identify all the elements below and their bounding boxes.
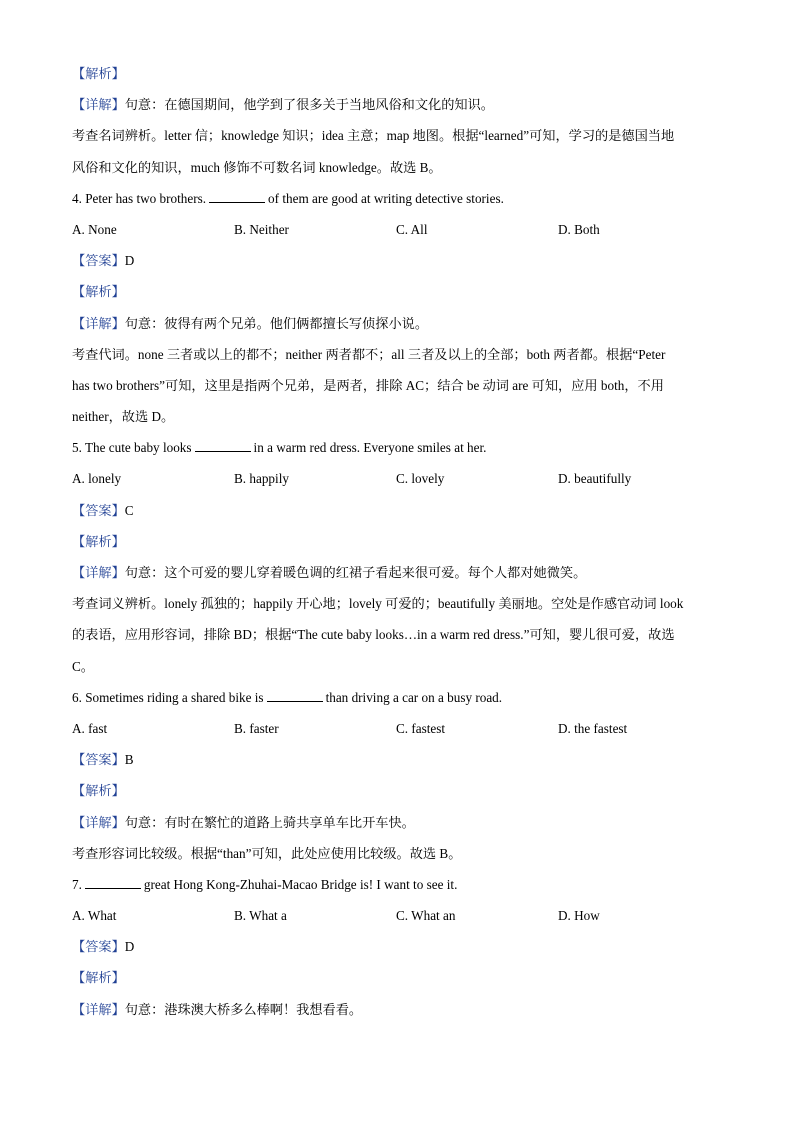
explanation-line: 风俗和文化的知识，much 修饰不可数名词 knowledge。故选 B。 bbox=[72, 159, 442, 175]
option-c: C. fastest bbox=[396, 720, 446, 736]
options-row-7 bbox=[72, 900, 724, 931]
option-d: D. the fastest bbox=[558, 720, 628, 736]
answer-line: 【答案】D bbox=[72, 939, 135, 955]
document-page bbox=[72, 58, 724, 1025]
detail-line: 【详解】句意：在德国期间，他学到了很多关于当地风俗和文化的知识。 bbox=[72, 97, 494, 113]
option-c: C. What an bbox=[396, 908, 456, 924]
answer-line: 【答案】C bbox=[72, 502, 134, 518]
options-row-4 bbox=[72, 214, 724, 245]
options-row-5 bbox=[72, 463, 724, 494]
options-row-6 bbox=[72, 713, 724, 744]
explanation-line: 考查词义辨析。lonely 孤独的；happily 开心地；lovely 可爱的；beautifully 美丽地。空处是作感官动词 look bbox=[72, 596, 684, 612]
answer-blank bbox=[85, 874, 141, 889]
option-a: A. None bbox=[72, 221, 117, 237]
answer-blank bbox=[195, 437, 251, 452]
question-stem-6: 6. Sometimes riding a shared bike is than driving a car on a busy road. bbox=[72, 682, 724, 713]
option-b: B. happily bbox=[234, 471, 289, 487]
answer-blank bbox=[209, 188, 265, 203]
explanation-line: 考查形容词比较级。根据“than”可知，此处应使用比较级。故选 B。 bbox=[72, 845, 462, 861]
option-d: D. Both bbox=[558, 221, 600, 237]
option-d: D. beautifully bbox=[558, 471, 632, 487]
option-b: B. faster bbox=[234, 720, 279, 736]
analysis-heading: 【解析】 bbox=[72, 783, 125, 799]
question-stem-4: 4. Peter has two brothers. of them are good at writing detective stories. bbox=[72, 183, 724, 214]
question-stem-5: 5. The cute baby looks in a warm red dress. Everyone smiles at her. bbox=[72, 432, 724, 463]
answer-blank bbox=[267, 687, 323, 702]
option-a: A. lonely bbox=[72, 471, 122, 487]
analysis-heading: 【解析】 bbox=[72, 970, 125, 986]
option-b: B. What a bbox=[234, 908, 287, 924]
option-b: B. Neither bbox=[234, 221, 289, 237]
explanation-line: C。 bbox=[72, 658, 94, 674]
option-c: C. lovely bbox=[396, 471, 445, 487]
option-d: D. How bbox=[558, 908, 600, 924]
option-a: A. fast bbox=[72, 720, 108, 736]
explanation-line: neither，故选 D。 bbox=[72, 409, 175, 425]
question-stem-7: 7. great Hong Kong-Zhuhai-Macao Bridge is! I want to see it. bbox=[72, 869, 724, 900]
analysis-heading: 【解析】 bbox=[72, 284, 125, 300]
answer-line: 【答案】D bbox=[72, 253, 135, 269]
detail-line: 【详解】句意：彼得有两个兄弟。他们俩都擅长写侦探小说。 bbox=[72, 315, 429, 331]
option-a: A. What bbox=[72, 908, 117, 924]
explanation-line: has two brothers”可知，这里是指两个兄弟，是两者，排除 AC；结合 be 动词 are 可知，应用 both，不用 bbox=[72, 377, 664, 393]
answer-line: 【答案】B bbox=[72, 752, 134, 768]
detail-line: 【详解】句意：有时在繁忙的道路上骑共享单车比开车快。 bbox=[72, 814, 415, 830]
explanation-line: 的表语，应用形容词，排除 BD；根据“The cute baby looks…in a warm red dress.”可知，婴儿很可爱，故选 bbox=[72, 627, 675, 643]
explanation-line: 考查名词辨析。letter 信；knowledge 知识；idea 主意；map 地图。根据“learned”可知，学习的是德国当地 bbox=[72, 128, 675, 144]
detail-line: 【详解】句意：这个可爱的婴儿穿着暖色调的红裙子看起来很可爱。每个人都对她微笑。 bbox=[72, 565, 587, 580]
option-c: C. All bbox=[396, 221, 428, 237]
analysis-heading: 【解析】 bbox=[72, 533, 125, 549]
detail-line: 【详解】句意：港珠澳大桥多么棒啊！我想看看。 bbox=[72, 1001, 363, 1017]
analysis-heading: 【解析】 bbox=[72, 66, 125, 81]
explanation-line: 考查代词。none 三者或以上的都不；neither 两者都不；all 三者及以上的全部；both 两者都。根据“Peter bbox=[72, 346, 666, 362]
